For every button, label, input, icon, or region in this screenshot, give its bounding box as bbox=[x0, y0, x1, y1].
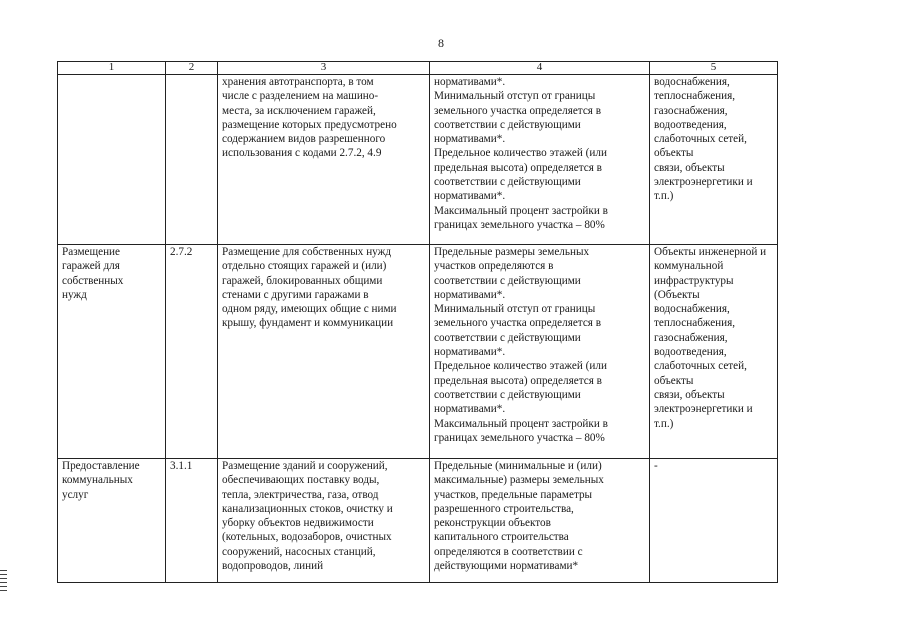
header-cell-2: 2 bbox=[166, 62, 218, 75]
parameters-cell: нормативами*. Минимальный отступ от границы земельного участка определяется в соответствии с действующими нормативами*. Предельное количество этажей (или предельная высота) определяется в соответствии с действующими нормативами*. Максимальный процент застройки в границах земельного участка – 80% bbox=[434, 76, 608, 231]
page-number: 8 bbox=[438, 36, 444, 50]
table-row bbox=[58, 75, 778, 245]
table-row bbox=[58, 459, 778, 583]
auxiliary-uses-cell: - bbox=[654, 460, 658, 472]
header-cell-4: 4 bbox=[430, 62, 650, 75]
use-description-cell: хранения автотранспорта, в том числе с разделением на машино- места, за исключением гаражей, размещение которых предусмотрено содержанием видов разрешенного использования с кодами 2.7.2, 4.9 bbox=[222, 76, 397, 160]
table-row bbox=[58, 245, 778, 459]
table-header-row bbox=[58, 62, 778, 75]
parameters-cell: Предельные (минимальные и (или) максимальные) размеры земельных участков, предельные параметры разрешенного строительства, реконструкции объектов капитального строительства определяются в соответствии с действующими нормативами* bbox=[434, 460, 604, 573]
auxiliary-uses-cell: Объекты инженерной и коммунальной инфраструктуры (Объекты водоснабжения, теплоснабжения, газоснабжения, водоотведения, слаботочных сетей, объекты связи, объекты электроэнергетики и т.п.) bbox=[654, 246, 767, 430]
use-name-cell: Предоставление коммунальных услуг bbox=[62, 460, 140, 501]
use-code-cell: 3.1.1 bbox=[170, 460, 193, 472]
header-cell-5: 5 bbox=[650, 62, 778, 75]
header-cell-3: 3 bbox=[218, 62, 430, 75]
parameters-cell: Предельные размеры земельных участков определяются в соответствии с действующими нормативами*. Минимальный отступ от границы земельного участка определяется в соответствии с действующими нормативами*. Предельное количество этажей (или предельная высота) определяется в соответствии с действующими нормативами*. Максимальный процент застройки в границах земельного участка – 80% bbox=[434, 246, 608, 444]
scan-margin-marks bbox=[0, 570, 8, 594]
zoning-table bbox=[57, 61, 778, 583]
use-description-cell: Размещение зданий и сооружений, обеспечивающих поставку воды, тепла, электричества, газа, отвод канализационных стоков, очистку и уборку объектов недвижимости (котельных, водозаборов, очистных сооружений, насосных станций, водопроводов, линий bbox=[222, 460, 393, 573]
header-cell-1: 1 bbox=[58, 62, 166, 75]
use-description-cell: Размещение для собственных нужд отдельно стоящих гаражей и (или) гаражей, блокированных общими стенами с другими гаражами в одном ряду, имеющих общие с ними крышу, фундамент и коммуникации bbox=[222, 246, 397, 330]
use-code-cell: 2.7.2 bbox=[170, 246, 193, 258]
use-name-cell: Размещение гаражей для собственных нужд bbox=[62, 246, 124, 301]
auxiliary-uses-cell: водоснабжения, теплоснабжения, газоснабжения, водоотведения, слаботочных сетей, объекты связи, объекты электроэнергетики и т.п.) bbox=[654, 76, 753, 203]
